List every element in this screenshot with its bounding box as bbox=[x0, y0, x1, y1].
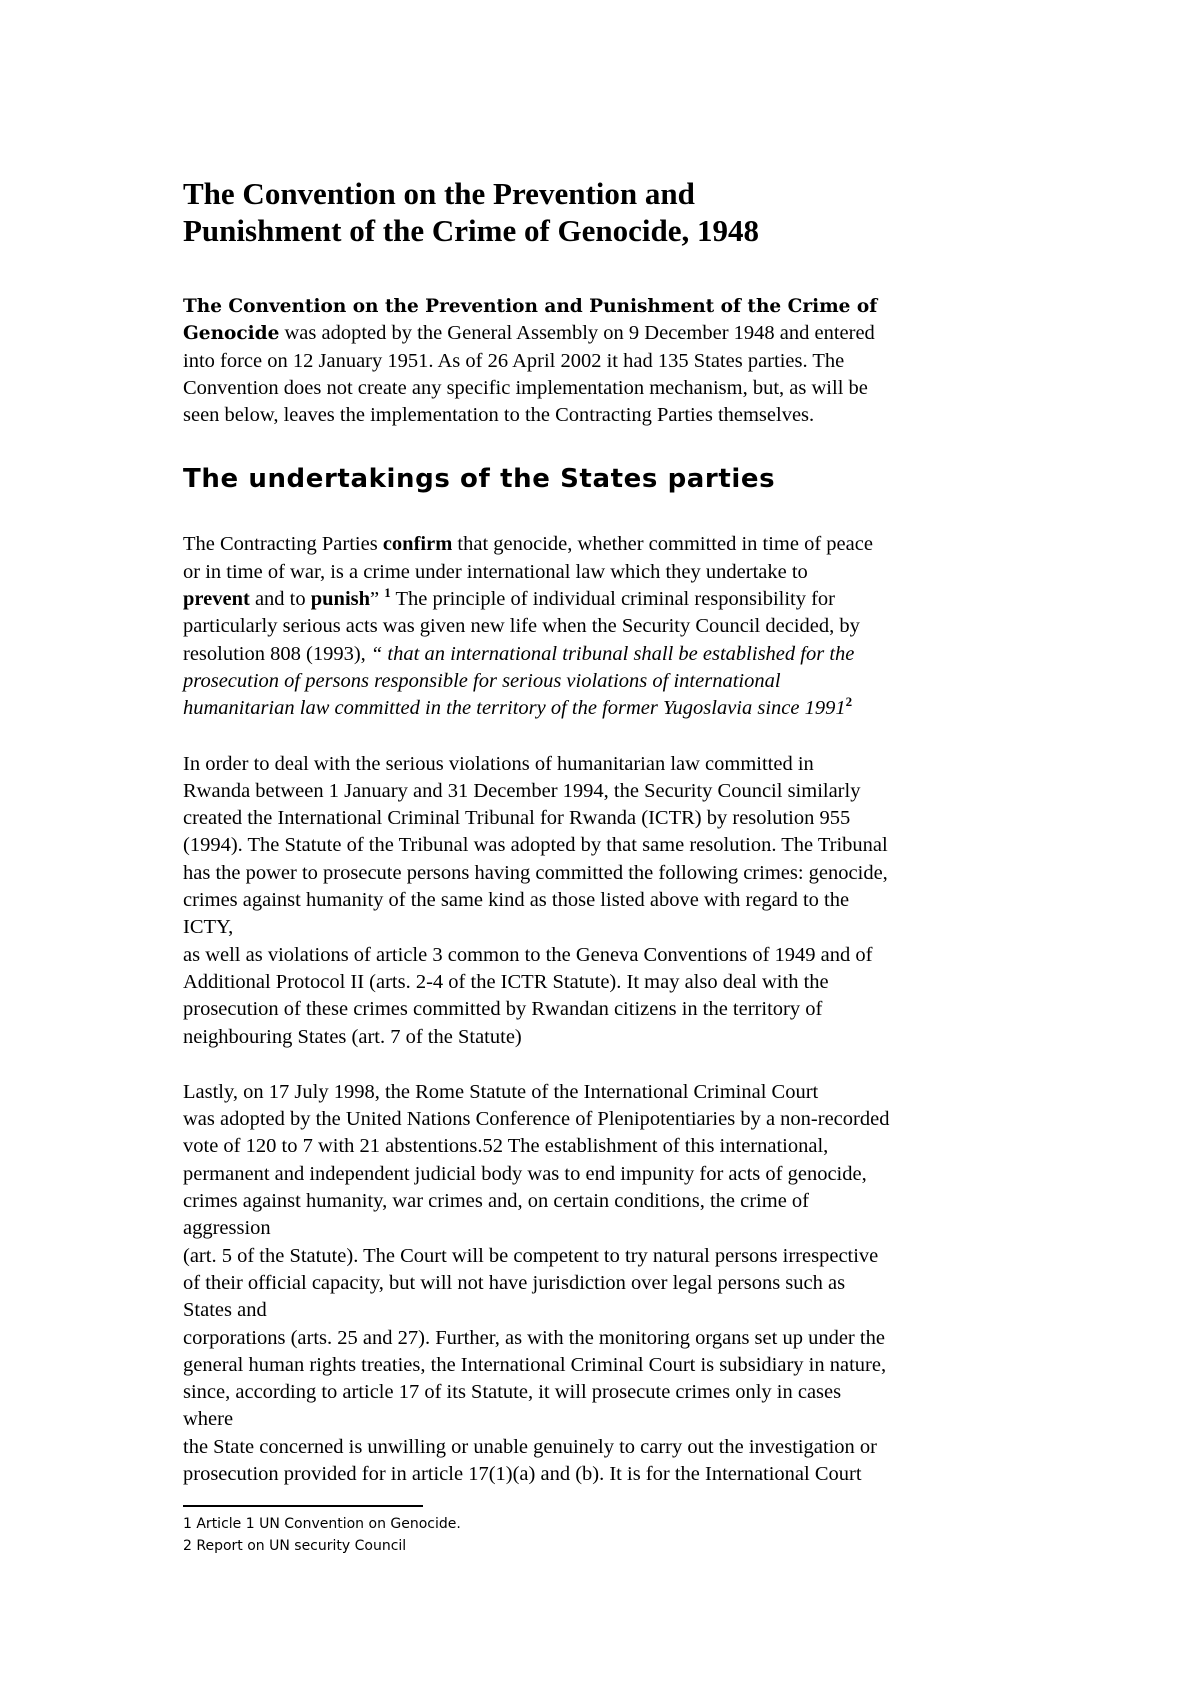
footnotes bbox=[183, 1505, 483, 1557]
p1-bold-punish: punish bbox=[310, 588, 371, 611]
intro-line-4: Convention does not create any specific implementation mechanism, but, as will be bbox=[183, 376, 868, 399]
rome-statute-paragraph bbox=[183, 1079, 1033, 1488]
intro-line-5: seen below, leaves the implementation to the Contracting Parties themselves. bbox=[183, 404, 815, 427]
intro-paragraph bbox=[183, 293, 1033, 429]
p2-line: neighbouring States (art. 7 of the Statute) bbox=[183, 1025, 522, 1048]
footnote-separator bbox=[183, 1505, 423, 1507]
p2-line: (1994). The Statute of the Tribunal was adopted by that same resolution. The Tribunal bbox=[183, 834, 888, 857]
p3-line: was adopted by the United Nations Conference of Plenipotentiaries by a non-recorded bbox=[183, 1108, 890, 1131]
p3-line: permanent and independent judicial body was to end impunity for acts of genocide, bbox=[183, 1162, 867, 1185]
intro-line-2-rest: was adopted by the General Assembly on 9 December 1948 and entered bbox=[279, 322, 875, 345]
p3-line: vote of 120 to 7 with 21 abstentions.52 The establishment of this international, bbox=[183, 1135, 829, 1158]
intro-lead-genocide: Genocide bbox=[183, 323, 280, 345]
undertakings-paragraph bbox=[183, 531, 1033, 722]
footnote-ref-1[interactable]: 1 bbox=[384, 585, 391, 601]
p3-line: where bbox=[183, 1408, 234, 1431]
p3-line: (art. 5 of the Statute). The Court will be competent to try natural persons irrespective bbox=[183, 1244, 879, 1267]
p3-line: the State concerned is unwilling or unable genuinely to carry out the investigation or bbox=[183, 1435, 877, 1458]
p1-line-3-text-b: and to bbox=[249, 588, 311, 611]
p1-line-1 bbox=[183, 531, 1033, 558]
title-line-1: The Convention on the Prevention and bbox=[183, 176, 695, 211]
p1-line-3-text-e: The principle of individual criminal responsibility for bbox=[390, 588, 836, 611]
p2-line: as well as violations of article 3 common to the Geneva Conventions of 1949 and of bbox=[183, 943, 873, 966]
p1-bold-confirm: confirm bbox=[382, 533, 453, 556]
title-line-2: Punishment of the Crime of Genocide, 1948 bbox=[183, 213, 760, 248]
p1-line-6 bbox=[183, 668, 1033, 695]
p3-line: corporations (arts. 25 and 27). Further, as with the monitoring organs set up under the bbox=[183, 1326, 885, 1349]
footnote-2: 2 Report on UN security Council bbox=[183, 1538, 407, 1554]
p3-line: prosecution provided for in article 17(1)(a) and (b). It is for the International Court bbox=[183, 1462, 862, 1485]
p3-line: of their official capacity, but will not have jurisdiction over legal persons such as bbox=[183, 1271, 846, 1294]
p3-line: general human rights treaties, the International Criminal Court is subsidiary in nature, bbox=[183, 1353, 887, 1376]
p2-line: created the International Criminal Tribunal for Rwanda (ICTR) by resolution 955 bbox=[183, 807, 851, 830]
p1-quote-start: “ that an international tribunal shall be established for the bbox=[370, 642, 855, 665]
p1-line-1-text-c: that genocide, whether committed in time of peace bbox=[452, 533, 873, 556]
p3-line: Lastly, on 17 July 1998, the Rome Statute of the International Criminal Court bbox=[183, 1080, 819, 1103]
footnote-1: 1 Article 1 UN Convention on Genocide. bbox=[183, 1516, 461, 1532]
section-heading: The undertakings of the States parties bbox=[183, 464, 776, 495]
p1-line-2: or in time of war, is a crime under international law which they undertake to bbox=[183, 560, 808, 583]
p2-line: has the power to prosecute persons having committed the following crimes: genocide, bbox=[183, 861, 888, 884]
p2-line: ICTY, bbox=[183, 916, 234, 939]
intro-line-3: into force on 12 January 1951. As of 26 April 2002 it had 135 States parties. The bbox=[183, 349, 845, 372]
p2-line: Additional Protocol II (arts. 2-4 of the ICTR Statute). It may also deal with the bbox=[183, 970, 829, 993]
p2-line: Rwanda between 1 January and 31 December 1994, the Security Council similarly bbox=[183, 779, 861, 802]
intro-line-2 bbox=[183, 320, 1033, 347]
p2-line: prosecution of these crimes committed by Rwandan citizens in the territory of bbox=[183, 998, 823, 1021]
p1-line-3 bbox=[183, 586, 1033, 613]
p1-bold-prevent: prevent bbox=[183, 588, 250, 611]
p1-line-1-text-a: The Contracting Parties bbox=[183, 533, 383, 556]
rwanda-paragraph bbox=[183, 751, 1033, 1051]
p2-line: In order to deal with the serious violations of humanitarian law committed in bbox=[183, 752, 814, 775]
document-body bbox=[183, 175, 1033, 1488]
p3-line: aggression bbox=[183, 1217, 271, 1240]
p2-line: crimes against humanity of the same kind as those listed above with regard to the bbox=[183, 889, 850, 912]
document-title bbox=[183, 175, 1033, 249]
intro-lead-line-1: The Convention on the Prevention and Punishment of the Crime of bbox=[183, 296, 878, 317]
p1-quote-line-6: prosecution of persons responsible for serious violations of international bbox=[183, 669, 781, 692]
p1-line-7 bbox=[183, 695, 1033, 722]
p3-line: crimes against humanity, war crimes and, on certain conditions, the crime of bbox=[183, 1190, 810, 1213]
p1-close-quote: ” bbox=[370, 588, 385, 611]
p1-line-5 bbox=[183, 641, 1033, 668]
footnote-ref-2[interactable]: 2 bbox=[845, 694, 853, 710]
p3-line: States and bbox=[183, 1299, 267, 1322]
p1-line-5-text-a: resolution 808 (1993), bbox=[183, 642, 371, 665]
p1-line-4: particularly serious acts was given new life when the Security Council decided, by bbox=[183, 615, 860, 638]
p1-quote-line-7: humanitarian law committed in the territory of the former Yugoslavia since 1991 bbox=[183, 697, 846, 720]
p3-line: since, according to article 17 of its Statute, it will prosecute crimes only in cases bbox=[183, 1381, 842, 1404]
